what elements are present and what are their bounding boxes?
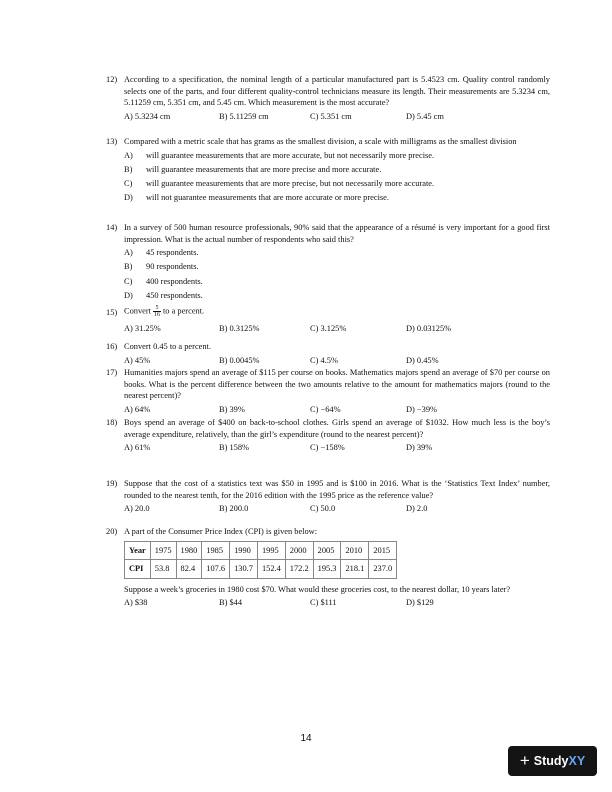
option-a: A) 31.25%	[124, 324, 161, 333]
option-d: D) 0.45%	[406, 355, 439, 365]
answer-options	[124, 597, 550, 609]
page-number: 14	[300, 733, 312, 744]
question-14	[106, 222, 550, 304]
option-a: A) 64%	[124, 404, 151, 414]
option-c: C) will guarantee measurements that are more precise, but not necessarily more accurate.	[124, 179, 435, 189]
question-16	[106, 341, 550, 367]
answer-options	[124, 503, 550, 515]
option-b: B) 0.3125%	[219, 324, 260, 333]
answer-options	[124, 404, 550, 416]
option-a: A) 61%	[124, 443, 151, 452]
option-a: A) $38	[124, 598, 148, 607]
question-20	[106, 526, 550, 609]
cpi-table	[124, 541, 397, 579]
studyxy-logo[interactable]	[508, 746, 597, 776]
option-a: A) 20.0	[124, 504, 150, 513]
option-d: D) 450 respondents.	[124, 290, 203, 300]
option-b: B) 200.0	[219, 504, 249, 513]
option-b: B) 158%	[219, 443, 250, 452]
option-c: C) 5.351 cm	[310, 111, 352, 121]
question-text: According to a specification, the nominal length of a particular manufactured part is 5.4523 cm. Quality control randomly selects one of the parts, and four different quality-control technicians measure its length. Their measurements are 5.3234 cm, 5.11259 cm, 5.351 cm, and 5.45 cm. Which measurement is the most accurate?	[124, 75, 550, 107]
question-text: Suppose that the cost of a statistics text was $50 in 1995 and is $100 in 2016. What is the ‘Statistics Text Index’ number, rounded to the nearest tenth, for the 2016 edition with the 1995 price as the reference value?	[124, 479, 550, 500]
question-number: 16)	[106, 342, 118, 351]
option-c: C) −64%	[310, 404, 341, 414]
question-text: Compared with a metric scale that has grams as the smallest division, a scale with milligrams as the smallest division	[124, 137, 517, 146]
option-d: D) 39%	[406, 443, 433, 452]
table-cell: 1980	[176, 541, 202, 560]
option-c: C) 50.0	[310, 504, 336, 513]
table-cell: 1995	[257, 541, 285, 560]
question-number: 12)	[106, 75, 118, 84]
question-text: A part of the Consumer Price Index (CPI) is given below:	[124, 527, 318, 536]
answer-options	[124, 355, 550, 367]
option-a: A) 45 respondents.	[124, 248, 199, 257]
option-d: D) −39%	[406, 404, 438, 414]
fraction: $\frac{5}{16}$	[153, 305, 160, 318]
table-cell: 130.7	[230, 560, 258, 579]
answer-options	[124, 323, 550, 335]
table-cell: 218.1	[341, 560, 369, 579]
table-cell: 1985	[202, 541, 230, 560]
question-followup: Suppose a week’s groceries in 1980 cost $70. What would these groceries cost, to the nearest dollar, 10 years later?	[124, 584, 511, 594]
question-number: 13)	[106, 137, 118, 146]
answer-options	[124, 150, 550, 207]
question-13	[106, 136, 550, 207]
option-c: C) $111	[310, 598, 337, 607]
question-text: Convert 0.45 to a percent.	[124, 342, 211, 351]
option-b: B) 39%	[219, 404, 245, 414]
question-text: Convert $\frac{5}{16}$ to a percent.	[124, 305, 205, 318]
option-c: C) 400 respondents.	[124, 276, 203, 286]
option-d: D) will not guarantee measurements that are more accurate or more precise.	[124, 193, 389, 203]
table-cell: 53.8	[150, 560, 176, 579]
question-17	[106, 367, 550, 416]
table-cell: 195.3	[313, 560, 341, 579]
question-number: 14)	[106, 223, 118, 232]
plus-icon: +	[519, 751, 530, 770]
question-number: 15)	[106, 308, 118, 317]
table-cell: 1990	[230, 541, 258, 560]
option-b: B) $44	[219, 598, 243, 607]
option-a: A) 45%	[124, 355, 151, 365]
option-a: A) 5.3234 cm	[124, 111, 171, 121]
option-c: C) 4.5%	[310, 355, 338, 365]
option-b: B) will guarantee measurements that are more precise and more accurate.	[124, 164, 382, 174]
answer-options	[124, 442, 550, 454]
table-row-cpi	[125, 560, 397, 579]
question-18	[106, 417, 550, 454]
table-header-year: Year	[125, 541, 151, 560]
table-header-cpi: CPI	[125, 560, 151, 579]
table-cell: 237.0	[369, 560, 397, 579]
option-d: D) 5.45 cm	[406, 111, 444, 121]
question-number: 17)	[106, 368, 118, 377]
option-c: C) −158%	[310, 443, 345, 452]
question-15	[106, 305, 550, 335]
table-cell: 2005	[313, 541, 341, 560]
question-text: Boys spend an average of $400 on back-to-school clothes. Girls spend an average of $1032. How much less is the boy’s average expenditure, relatively, than the girl’s expenditure (round to the nearest percent)?	[124, 418, 550, 439]
option-b: B) 5.11259 cm	[219, 111, 269, 121]
option-a: A) will guarantee measurements that are more accurate, but not necessarily more precise.	[124, 150, 435, 160]
option-d: D) 2.0	[406, 504, 428, 513]
option-b: B) 90 respondents.	[124, 262, 199, 272]
table-cell: 82.4	[176, 560, 202, 579]
question-19	[106, 478, 550, 515]
answer-options	[124, 247, 550, 304]
answer-options	[124, 111, 550, 123]
option-b: B) 0.0045%	[219, 355, 260, 365]
table-cell: 2000	[285, 541, 313, 560]
option-c: C) 3.125%	[310, 324, 347, 333]
table-cell: 2015	[369, 541, 397, 560]
table-row-year	[125, 541, 397, 560]
table-cell: 1975	[150, 541, 176, 560]
table-cell: 107.6	[202, 560, 230, 579]
question-number: 20)	[106, 527, 118, 536]
table-cell: 2010	[341, 541, 369, 560]
logo-text-study: Study	[533, 754, 569, 768]
question-text: In a survey of 500 human resource professionals, 90% said that the appearance of a résumé is very important for a good first impression. What is the actual number of respondents who said this?	[124, 223, 550, 244]
question-number: 19)	[106, 479, 118, 488]
table-cell: 152.4	[257, 560, 285, 579]
question-12	[106, 74, 550, 123]
question-text: Humanities majors spend an average of $115 per course on books. Mathematics majors spend an average of $70 per course on books. What is the percent difference between the two amounts relative to the amount for mathematics majors (round to the nearest percent)?	[124, 368, 550, 400]
table-cell: 172.2	[285, 560, 313, 579]
option-d: D) 0.03125%	[406, 324, 452, 333]
option-d: D) $129	[406, 598, 434, 607]
logo-text-xy: XY	[568, 754, 586, 768]
question-number: 18)	[106, 418, 118, 427]
